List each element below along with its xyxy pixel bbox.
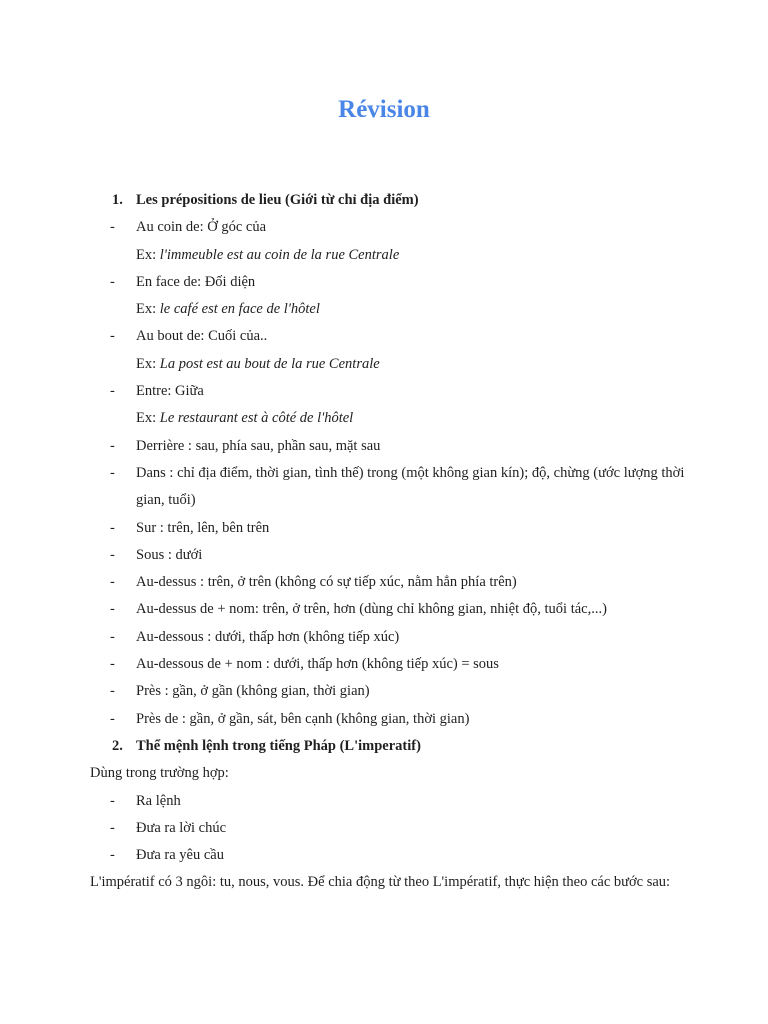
list-item	[90, 815, 690, 842]
bullet-dash: -	[110, 383, 115, 400]
list-item	[90, 269, 690, 296]
bullet-dash: -	[110, 519, 115, 536]
list-item	[90, 651, 690, 678]
list-item	[90, 706, 690, 733]
list-item-text: Près : gần, ở gần (không gian, thời gian)	[136, 683, 370, 700]
section-number: 2.	[112, 737, 123, 754]
bullet-dash: -	[110, 574, 115, 591]
bullet-dash: -	[110, 273, 115, 290]
example-line	[90, 405, 690, 432]
list-item	[90, 542, 690, 569]
example-text: Le restaurant est à côté de l'hôtel	[159, 410, 354, 427]
list-item-text: Đưa ra yêu cầu	[136, 847, 224, 864]
document-title: Révision	[338, 96, 430, 123]
bullet-dash: -	[110, 546, 115, 563]
list-item-text: Sous : dưới	[136, 546, 203, 563]
list-item-text: Dans : chỉ địa điểm, thời gian, tình thế) trong (một không gian kín); độ, chừng (ước lượng thời gian, tuổi)	[136, 464, 685, 509]
example-prefix: Ex:	[136, 410, 157, 427]
example-line	[90, 242, 690, 269]
list-item	[90, 678, 690, 705]
list-item-text: Derrière : sau, phía sau, phần sau, mặt sau	[136, 437, 381, 454]
list-item-text: Đưa ra lời chúc	[136, 819, 227, 836]
bullet-dash: -	[110, 710, 115, 727]
list-item-text: Ra lệnh	[136, 792, 181, 809]
list-item	[90, 460, 690, 515]
list-item	[90, 842, 690, 869]
example-text: le café est en face de l'hôtel	[159, 301, 320, 318]
list-item	[90, 378, 690, 405]
example-text: l'immeuble est au coin de la rue Centrale	[159, 246, 400, 263]
paragraph: Dùng trong trường hợp:	[90, 765, 229, 782]
list-item-text: Au-dessus de + nom: trên, ở trên, hơn (dùng chỉ không gian, nhiệt độ, tuổi tác,...)	[136, 601, 607, 618]
example-text: La post est au bout de la rue Centrale	[159, 355, 380, 372]
bullet-dash: -	[110, 847, 115, 864]
bullet-dash: -	[110, 819, 115, 836]
section-title: Les prépositions de lieu (Giới từ chỉ địa điểm)	[136, 192, 419, 208]
list-item-text: Au coin de: Ở góc của	[136, 219, 267, 236]
list-item	[90, 323, 690, 350]
bullet-dash: -	[110, 328, 115, 345]
example-prefix: Ex:	[136, 355, 157, 372]
list-item	[90, 569, 690, 596]
list-item-text: En face de: Đối diện	[136, 273, 256, 290]
section-title: Thể mệnh lệnh trong tiếng Pháp (L'imperatif)	[136, 737, 421, 754]
example-prefix: Ex:	[136, 301, 157, 318]
bullet-dash: -	[110, 683, 115, 700]
list-item-text: Au-dessus : trên, ở trên (không có sự tiếp xúc, nằm hẳn phía trên)	[136, 574, 517, 591]
list-item	[90, 214, 690, 241]
list-item-text: Au bout de: Cuối của..	[136, 328, 268, 345]
list-item	[90, 433, 690, 460]
bullet-dash: -	[110, 628, 115, 645]
paragraph-text: L'impératif có 3 ngôi: tu, nous, vous. Để chia động từ theo L'impératif, thực hiện theo các bước sau:	[90, 874, 671, 891]
example-prefix: Ex:	[136, 246, 157, 263]
list-item-text: Entre: Giữa	[136, 383, 204, 400]
list-item-text: Au-dessous : dưới, thấp hơn (không tiếp xúc)	[136, 628, 400, 645]
bullet-dash: -	[110, 656, 115, 673]
list-item-text: Sur : trên, lên, bên trên	[136, 519, 270, 536]
section-2-heading	[90, 733, 690, 760]
bullet-dash: -	[110, 601, 115, 618]
example-line	[90, 351, 690, 378]
list-item	[90, 596, 690, 623]
list-item-text: Au-dessous de + nom : dưới, thấp hơn (không tiếp xúc) = sous	[136, 656, 499, 673]
list-item	[90, 788, 690, 815]
bullet-dash: -	[110, 437, 115, 454]
bullet-dash: -	[110, 219, 115, 236]
bullet-dash: -	[110, 464, 115, 481]
list-item-text: Près de : gần, ở gần, sát, bên cạnh (không gian, thời gian)	[136, 710, 470, 727]
section-1-heading	[90, 187, 690, 214]
section-number: 1.	[112, 192, 123, 208]
paragraph	[90, 869, 690, 896]
example-line	[90, 296, 690, 323]
list-item	[90, 515, 690, 542]
list-item	[90, 624, 690, 651]
bullet-dash: -	[110, 792, 115, 809]
document-body	[90, 187, 690, 897]
